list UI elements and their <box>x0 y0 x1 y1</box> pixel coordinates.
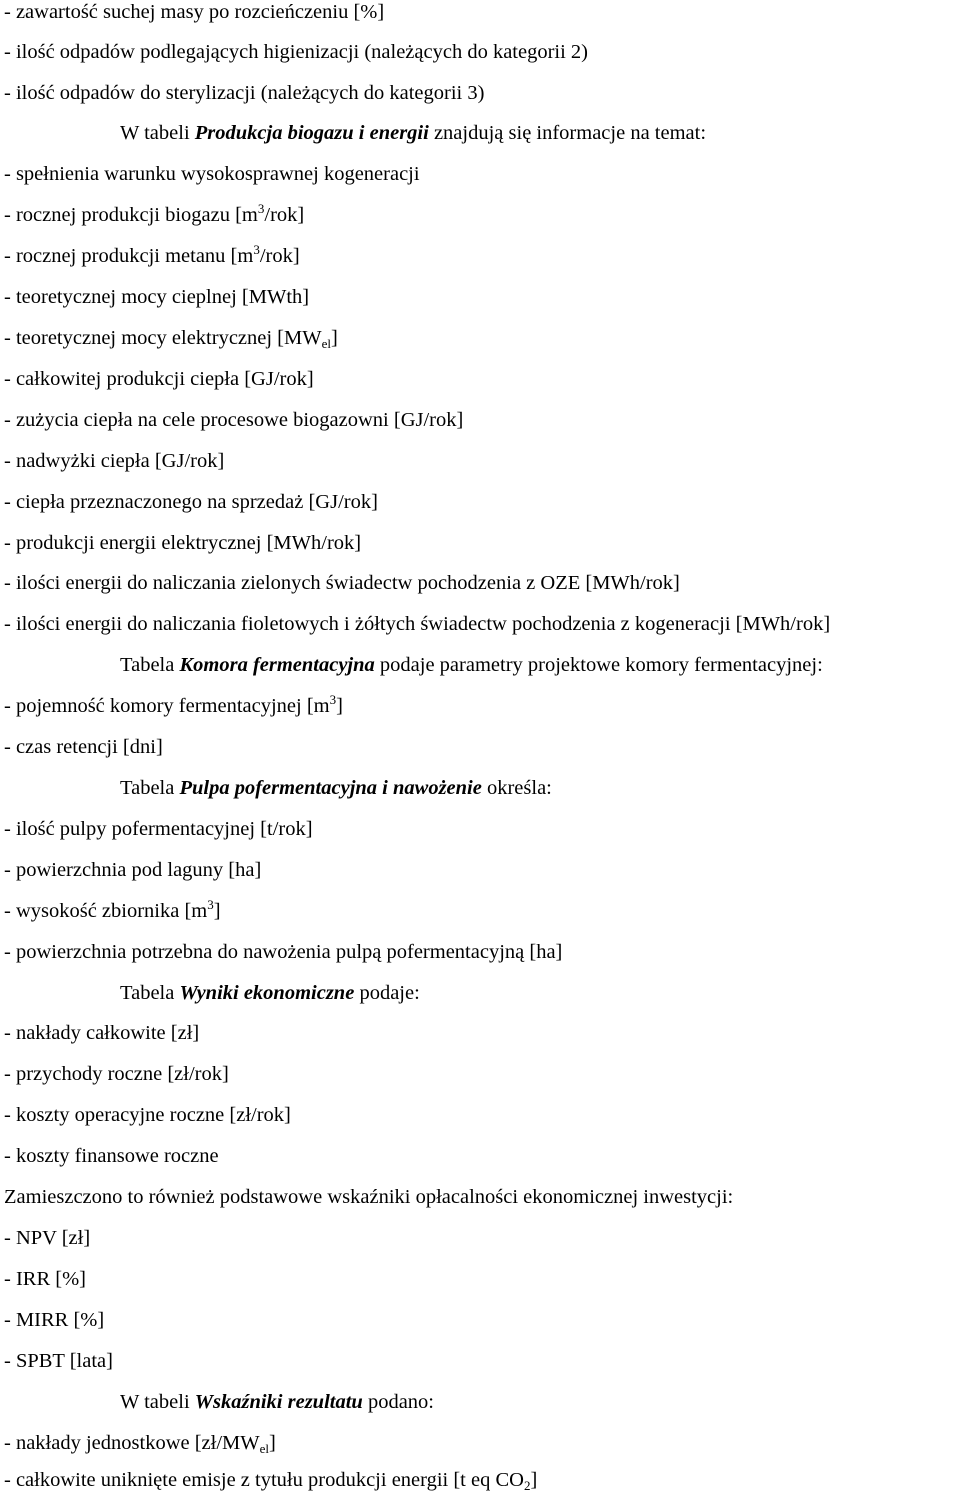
item-text-end: ] <box>213 900 221 922</box>
heading-suffix: znajdują się informacje na temat: <box>428 122 707 144</box>
subscript: 2 <box>523 1478 531 1493</box>
list-item: - koszty operacyjne roczne [zł/rok] <box>4 1104 291 1126</box>
table-title: Pulpa pofermentacyjna i nawożenie <box>179 777 482 799</box>
superscript: 3 <box>207 897 214 912</box>
item-text: - całkowite uniknięte emisje z tytułu produkcji energii [t eq CO <box>4 1469 524 1491</box>
list-item <box>4 203 304 227</box>
list-item: - produkcji energii elektrycznej [MWh/rok] <box>4 532 362 554</box>
heading-suffix: określa: <box>481 777 552 799</box>
list-item: - spełnienia warunku wysokosprawnej kogeneracji <box>4 163 420 185</box>
list-item <box>4 326 338 350</box>
list-item: - przychody roczne [zł/rok] <box>4 1063 229 1085</box>
heading-suffix: podano: <box>362 1391 434 1413</box>
item-text-end: /rok] <box>264 204 305 226</box>
item-text: - rocznej produkcji biogazu [m <box>4 204 258 226</box>
list-item <box>4 694 343 718</box>
section-heading <box>120 981 420 1005</box>
heading-suffix: podaje: <box>354 982 420 1004</box>
section-heading <box>120 776 552 800</box>
heading-prefix: Tabela <box>120 982 180 1004</box>
list-item: - powierzchnia pod laguny [ha] <box>4 859 262 881</box>
list-item: - koszty finansowe roczne <box>4 1145 219 1167</box>
list-item: - MIRR [%] <box>4 1309 105 1331</box>
list-item: - ilości energii do naliczania zielonych świadectw pochodzenia z OZE [MWh/rok] <box>4 572 680 594</box>
section-heading <box>120 121 706 145</box>
section-heading <box>120 653 823 677</box>
item-text-end: ] <box>330 327 338 349</box>
list-item <box>4 244 300 268</box>
heading-suffix: podaje parametry projektowe komory fermentacyjnej: <box>374 654 823 676</box>
item-text: - pojemność komory fermentacyjnej [m <box>4 695 330 717</box>
list-item: - powierzchnia potrzebna do nawożenia pulpą pofermentacyjną [ha] <box>4 941 563 963</box>
list-item: - czas retencji [dni] <box>4 736 163 758</box>
item-text: - teoretycznej mocy elektrycznej [MW <box>4 327 322 349</box>
heading-prefix: Tabela <box>120 654 180 676</box>
list-item: - nakłady całkowite [zł] <box>4 1022 200 1044</box>
list-item: - nadwyżki ciepła [GJ/rok] <box>4 450 225 472</box>
list-item: - teoretycznej mocy cieplnej [MWth] <box>4 286 310 308</box>
list-item: - całkowitej produkcji ciepła [GJ/rok] <box>4 368 314 390</box>
item-text: - wysokość zbiornika [m <box>4 900 208 922</box>
item-text-end: ] <box>336 695 343 717</box>
list-item <box>4 1468 537 1492</box>
table-title: Komora fermentacyjna <box>179 654 375 676</box>
superscript: 3 <box>257 201 265 216</box>
heading-prefix: W tabeli <box>120 1391 195 1413</box>
item-text-end: ] <box>269 1432 276 1454</box>
item-text: - nakłady jednostkowe [zł/MW <box>4 1432 260 1454</box>
superscript: 3 <box>329 692 337 707</box>
list-item: - ilości energii do naliczania fioletowych i żółtych świadectw pochodzenia z kogeneracji [MWh/rok] <box>4 613 831 635</box>
list-item <box>4 899 221 923</box>
list-item: - zużycia ciepła na cele procesowe biogazowni [GJ/rok] <box>4 409 464 431</box>
heading-prefix: Tabela <box>120 777 180 799</box>
list-item: - ilość pulpy pofermentacyjnej [t/rok] <box>4 818 313 840</box>
item-text-end: ] <box>530 1469 538 1491</box>
section-heading <box>120 1390 434 1414</box>
subscript: el <box>259 1441 269 1456</box>
table-title: Produkcja biogazu i energii <box>194 122 429 144</box>
list-item: - SPBT [lata] <box>4 1350 113 1372</box>
table-title: Wyniki ekonomiczne <box>179 982 355 1004</box>
item-text: - rocznej produkcji metanu [m <box>4 245 254 267</box>
table-title: Wskaźniki rezultatu <box>194 1391 363 1413</box>
superscript: 3 <box>253 242 260 257</box>
list-item: - ciepła przeznaczonego na sprzedaż [GJ/rok] <box>4 491 378 513</box>
list-item: - ilość odpadów podlegających higienizacji (należących do kategorii 2) <box>4 41 589 63</box>
paragraph: Zamieszczono to również podstawowe wskaźniki opłacalności ekonomicznej inwestycji: <box>4 1186 734 1208</box>
list-item: - zawartość suchej masy po rozcieńczeniu [%] <box>4 1 385 23</box>
list-item: - NPV [zł] <box>4 1227 91 1249</box>
list-item: - IRR [%] <box>4 1268 86 1290</box>
list-item <box>4 1431 276 1455</box>
heading-prefix: W tabeli <box>120 122 195 144</box>
subscript: el <box>321 336 331 351</box>
item-text-end: /rok] <box>259 245 300 267</box>
list-item: - ilość odpadów do sterylizacji (należących do kategorii 3) <box>4 82 485 104</box>
